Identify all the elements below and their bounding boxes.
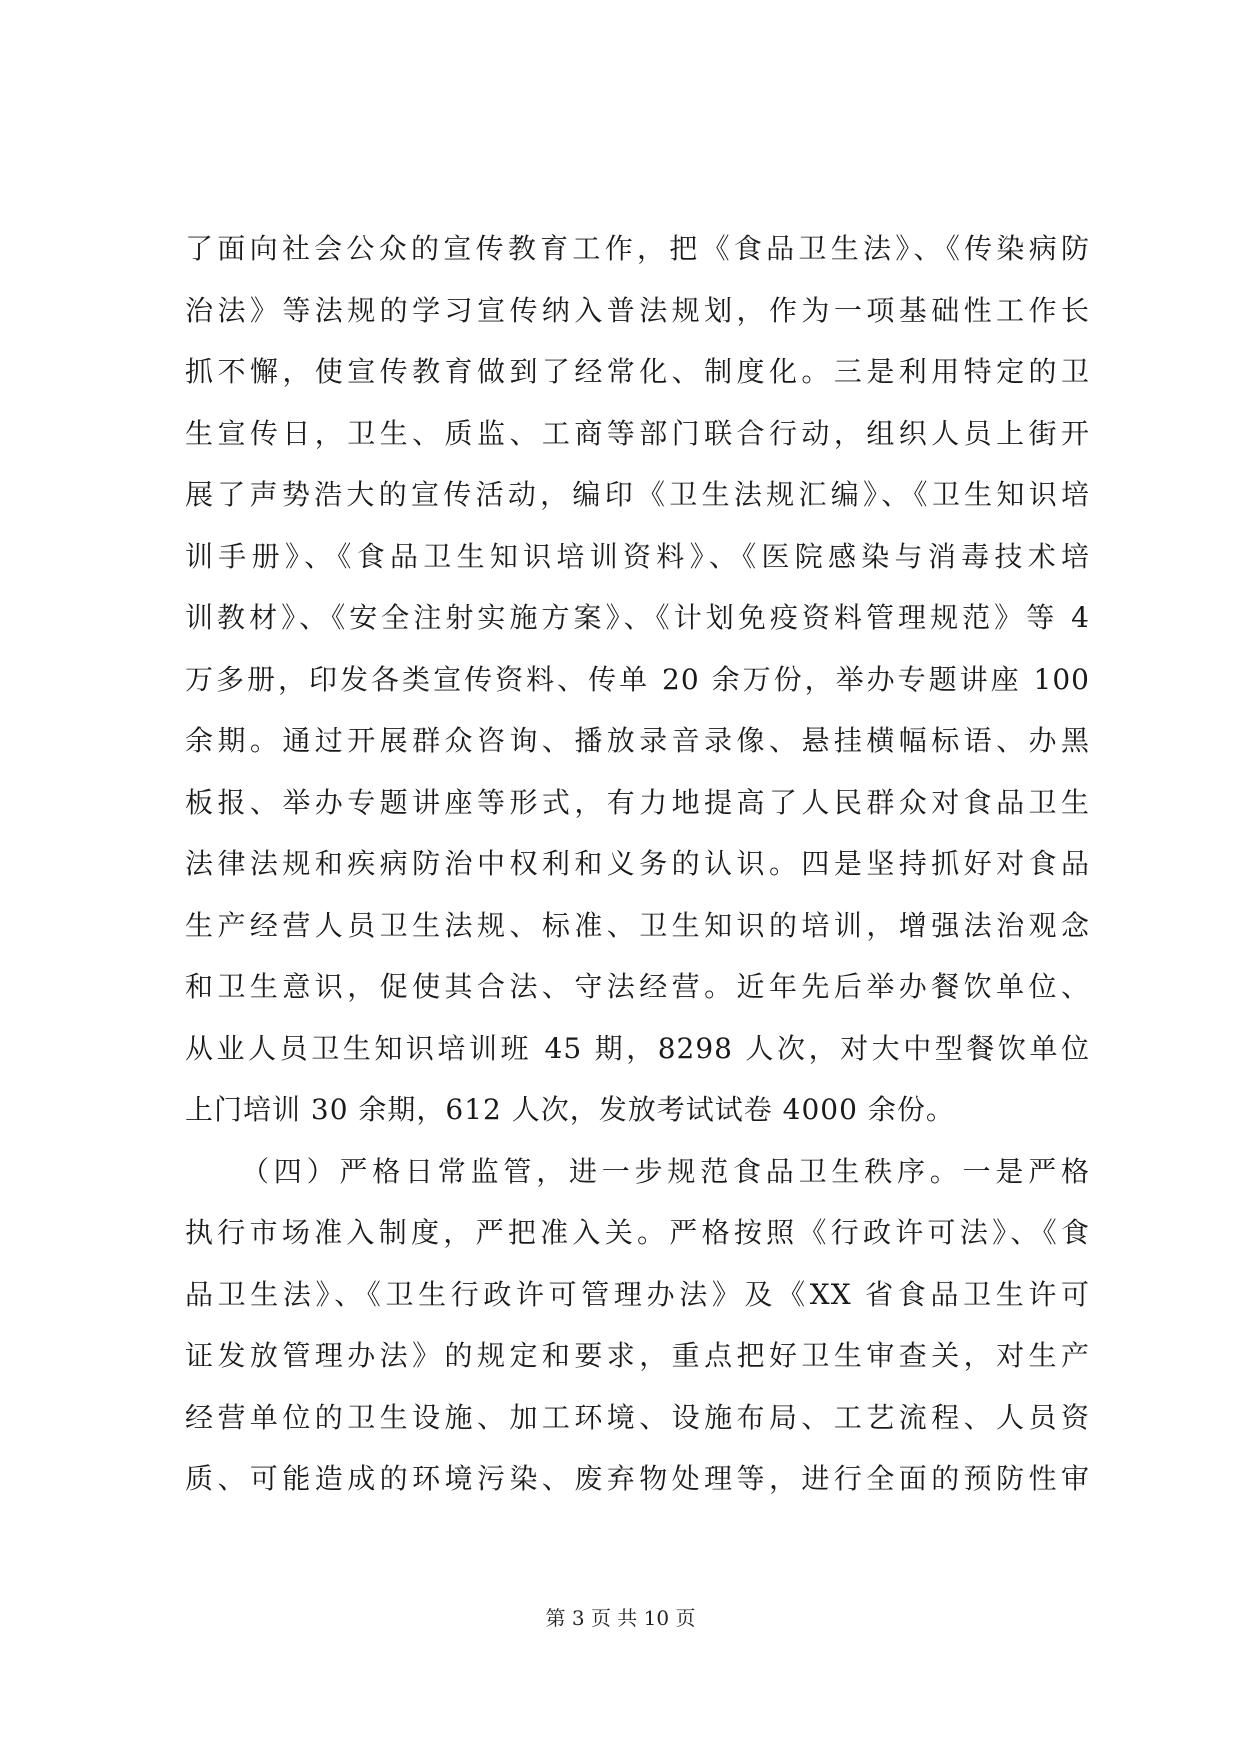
- paragraph-last-line: 上门培训 30 余期，612 人次，发放考试试卷 4000 余份。: [185, 1093, 955, 1126]
- text-line: 经营单位的卫生设施、加工环境、设施布局、工艺流程、人员资: [185, 1400, 1090, 1434]
- text-line: 训手册》、《食品卫生知识培训资料》、《医院感染与消毒技术培: [185, 539, 1090, 573]
- text-line: 板报、举办专题讲座等形式，有力地提高了人民群众对食品卫生: [185, 785, 1090, 819]
- document-body: [185, 218, 1090, 1510]
- section-heading-line: （四）严格日常监管，进一步规范食品卫生秩序。一是严格: [241, 1154, 1090, 1188]
- text-line: 证发放管理办法》的规定和要求，重点把好卫生审查关，对生产: [185, 1339, 1090, 1372]
- text-line: 万多册，印发各类宣传资料、传单 20 余万份，举办专题讲座 100: [185, 662, 1090, 696]
- text-line: 展了声势浩大的宣传活动，编印《卫生法规汇编》、《卫生知识培: [185, 478, 1090, 511]
- text-line: 抓不懈，使宣传教育做到了经常化、制度化。三是利用特定的卫: [185, 355, 1090, 388]
- text-line: 生宣传日，卫生、质监、工商等部门联合行动，组织人员上街开: [185, 416, 1090, 450]
- text-line: 法律法规和疾病防治中权利和义务的认识。四是坚持抓好对食品: [185, 847, 1090, 880]
- text-line: 余期。通过开展群众咨询、播放录音录像、悬挂横幅标语、办黑: [185, 724, 1090, 757]
- text-line: 了面向社会公众的宣传教育工作，把《食品卫生法》、《传染病防: [185, 232, 1090, 265]
- text-line: 品卫生法》、《卫生行政许可管理办法》及《XX 省食品卫生许可: [185, 1277, 1090, 1311]
- text-line: 生产经营人员卫生法规、标准、卫生知识的培训，增强法治观念: [185, 908, 1090, 942]
- text-line: 执行市场准入制度，严把准入关。严格按照《行政许可法》、《食: [185, 1216, 1090, 1249]
- text-line: 质、可能造成的环境污染、废弃物处理等，进行全面的预防性审: [185, 1462, 1090, 1495]
- text-line: 从业人员卫生知识培训班 45 期，8298 人次，对大中型餐饮单位: [185, 1031, 1090, 1065]
- text-line: 治法》等法规的学习宣传纳入普法规划，作为一项基础性工作长: [185, 293, 1090, 327]
- text-line: 训教材》、《安全注射实施方案》、《计划免疫资料管理规范》等 4: [185, 601, 1090, 634]
- page-number-footer: 第 3 页 共 10 页: [545, 1606, 696, 1630]
- text-line: 和卫生意识，促使其合法、守法经营。近年先后举办餐饮单位、: [185, 970, 1090, 1003]
